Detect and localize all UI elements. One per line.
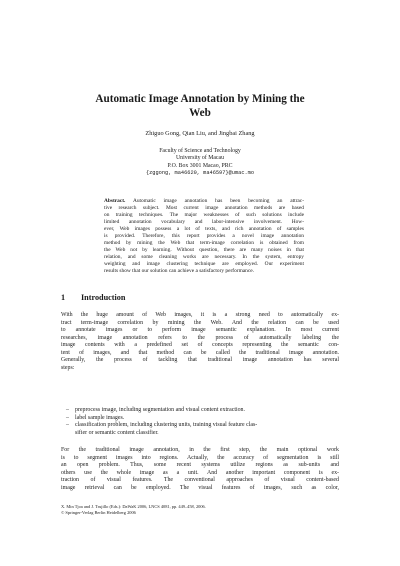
list-item-text: classification problem, including clustering units, training visual feature clas- — [75, 422, 258, 429]
section-number: 1 — [61, 293, 66, 302]
body-line: researches, image annotation refers to the process of automatically labeling the — [61, 334, 339, 341]
paper-title-line-2: Web — [189, 107, 211, 119]
body-line: traction of visual features. The conventional approaches of visual content-based — [61, 477, 339, 484]
body-line: For the traditional image annotation, in the first step, the main optional work — [61, 447, 339, 453]
body-line: Generally, the process of tackling that traditional image annotation has several — [61, 357, 339, 364]
affiliation-department: Faculty of Science and Technology — [159, 148, 241, 154]
paper-title — [60, 92, 340, 120]
abstract-line — [104, 198, 304, 205]
affiliation-block — [60, 148, 340, 177]
affiliation-address: P.O. Box 3001 Macao, PRC — [167, 162, 233, 169]
paper-title-line-1: Automatic Image Annotation by Mining the — [95, 93, 305, 105]
abstract-line: relation, and some cleaning works are necessary. In the system, entropy — [104, 254, 304, 261]
abstract-line: limited annotation vocabulary and labor-intensive involvement. How- — [104, 219, 304, 226]
abstract-line: ever, Web images possess a lot of texts, and rich annotation of samples — [104, 226, 304, 233]
section-heading — [61, 293, 125, 302]
abstract — [104, 198, 304, 276]
list-dash: – — [66, 407, 69, 413]
copyright-line: © Springer-Verlag Berlin Heidelberg 2006 — [61, 509, 136, 515]
list-item — [66, 407, 339, 415]
citation-line: X. Min Tjoa and J. Trujillo (Eds.): DaWaK 2006, LNCS 4081, pp. 449–458, 2006. — [61, 504, 206, 509]
abstract-line: weighting and image clustering technique are employed. Our experiment — [104, 261, 304, 268]
abstract-line: is provided. Therefore, this report provides a novel image annotation — [104, 233, 304, 240]
section-title: Introduction — [81, 293, 126, 302]
abstract-line: results show that our solution can achieve a satisfactory performance. — [104, 268, 254, 275]
body-line: is to segment images into regions. Actually, the accuracy of segmentation is still — [61, 454, 339, 461]
affiliation-emails: {zggong, ma46620, ma46597}@umac.mo — [145, 169, 255, 176]
author-list: Zhiguo Gong, Qian Liu, and Jingbai Zhang — [145, 130, 255, 137]
body-line: With the huge amount of Web images, it is a strong need to automatically ex- — [61, 312, 339, 318]
list-item — [66, 415, 339, 423]
body-line: tract term-image correlation by mining the Web. And the relation can be used — [61, 319, 339, 326]
steps-list — [66, 407, 339, 437]
body-line: an open problem. Thus, some recent systems utilize regions as sub-units and — [61, 462, 339, 469]
abstract-label: Abstract. — [104, 198, 126, 204]
abstract-line: on training techniques. The major weaknesses of such solutions include — [104, 212, 304, 219]
body-line: tent of images, and that method can be called the traditional image annotation. — [61, 349, 339, 356]
intro-paragraph-2 — [61, 447, 339, 492]
intro-paragraph-1 — [61, 312, 339, 372]
body-line: image contents with a predefined set of concepts representing the semantic con- — [61, 342, 339, 349]
abstract-line-text: Automatic image annotation has been becoming an attrac- — [125, 198, 304, 204]
copyright-footer — [61, 504, 206, 516]
list-item — [66, 422, 339, 430]
list-dash: – — [66, 414, 69, 421]
list-dash: – — [66, 422, 69, 429]
body-line: to annotate images or to perform image semantic explanation. In most current — [61, 327, 339, 334]
list-item-text: preprocess image, including segmentation and visual content extraction. — [75, 407, 245, 413]
body-line: others use the whole image as a unit. And another important component is ex- — [61, 469, 339, 476]
affiliation-university: University of Macau — [176, 155, 224, 162]
list-item-continuation: sifier or semantic content classifier. — [75, 429, 159, 436]
body-line: steps: — [61, 364, 75, 371]
abstract-line: the Web not by learning. Without question, there are many noises in that — [104, 247, 304, 254]
body-line: image retrieval can be employed. The visual features of images, such as color, — [61, 484, 339, 491]
list-item-text: label sample images. — [75, 414, 125, 421]
abstract-line: method by mining the Web that term-image correlation is obtained from — [104, 240, 304, 247]
abstract-line: tive research subject. Most current image annotation methods are based — [104, 205, 304, 212]
